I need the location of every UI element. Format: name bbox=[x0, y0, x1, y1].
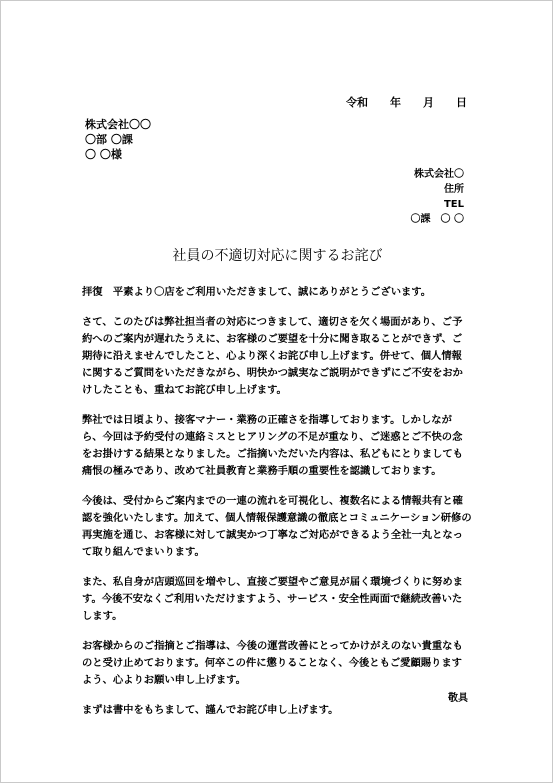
paragraph-request: お客様からのご指摘とご指導は、今後の運営改善にとってかけがえのない貴重なものと受け止めております。何卒この件に懲りることなく、今後ともご愛顧賜りますよう、心よりお願い申し上げます。 bbox=[82, 640, 463, 686]
sender-company: 株式会社〇 bbox=[414, 169, 464, 180]
letter-subject: 社員の不適切対応に関するお詫び bbox=[172, 248, 383, 264]
paragraph-apology: さて、このたびは弊社担当者の対応につきまして、適切さを欠く場面があり、ご予約へのご案内が遅れたうえに、お客様のご要望を十分に聞き取ることができず、ご期待に沿えませんでしたこと、心より深くお詫び申し上げます。併せて、個人情報に関するご質問をいただきながら、明快かつ誠実なご説明ができずにご不安をおかけしたことも、重ねてお詫び申し上げます。 bbox=[82, 316, 463, 396]
paragraph-greeting: 拝復 平素より〇店をご利用いただきまして、誠にありがとうございます。 bbox=[82, 286, 432, 298]
paragraph-explanation: 弊社では日頃より、接客マナー・業務の正確さを指導しております。しかしながら、今回は予約受付の連絡ミスとヒアリングの不足が重なり、ご迷惑とご不快の念をお掛けする結果となりました。ご指摘いただいた内容は、私どもにとりましても痛恨の極みであり、改めて社員教育と業務手順の重要性を認識しております。 bbox=[82, 414, 463, 477]
recipient-name: 〇 〇様 bbox=[85, 148, 122, 161]
recipient-department: 〇部 〇課 bbox=[85, 133, 133, 146]
sender-person: 〇課 〇 〇 bbox=[410, 214, 464, 225]
paragraph-measures: 今後は、受付からご案内までの一連の流れを可視化し、複数名による情報共有と確認を強化いたします。加えて、個人情報保護意識の徹底とコミュニケーション研修の再実施を通じ、お客様に対して誠実かつ丁寧なご対応ができるよう全社一丸となって取り組んでまいります。 bbox=[82, 495, 472, 558]
sender-block bbox=[411, 167, 464, 227]
sender-tel: TEL bbox=[443, 199, 464, 210]
sender-address: 住所 bbox=[444, 184, 464, 195]
recipient-company: 株式会社〇〇 bbox=[85, 118, 151, 131]
closing-keigu: 敬具 bbox=[448, 693, 468, 704]
paragraph-commitment: また、私自身が店頭巡回を増やし、直接ご要望やご意見が届く環境づくりに努めます。今後不安なくご利用いただけますよう、サービス・安全性両面で継続改善いたします。 bbox=[82, 576, 463, 622]
paragraph-final: まずは書中をもちまして、謹んでお詫び申し上げます。 bbox=[82, 704, 339, 716]
letter-body bbox=[82, 284, 472, 732]
letter-date: 令和 年 月 日 bbox=[346, 96, 467, 109]
recipient-block bbox=[85, 117, 151, 162]
